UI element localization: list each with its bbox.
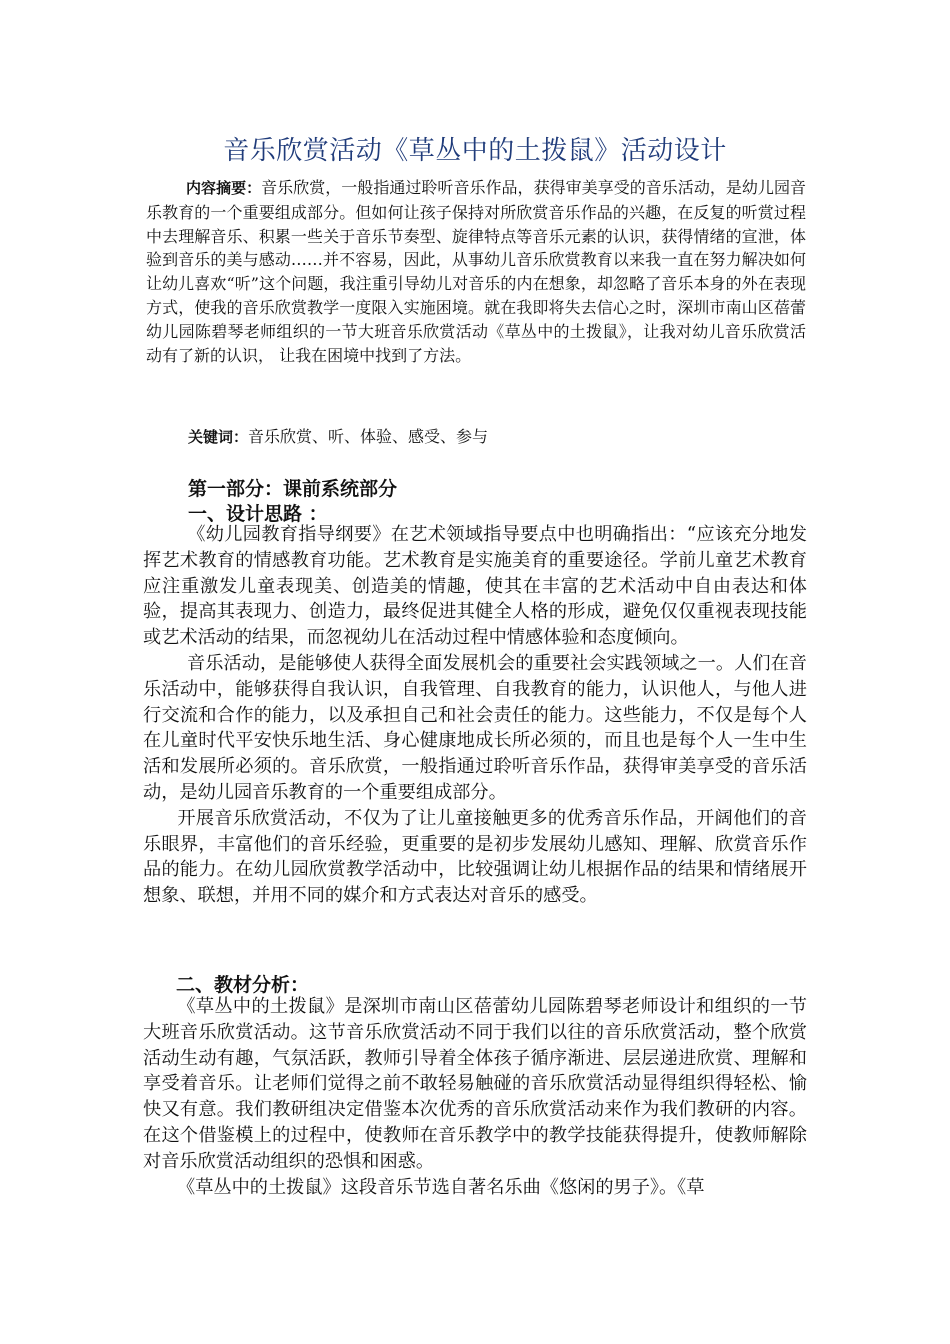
paragraph: 《幼儿园教育指导纲要》在艺术领域指导要点中也明确指出：“应该充分地发挥艺术教育的情感教育功能。艺术教育是实施美育的重要途径。学前儿童艺术教育应注重激发儿童表现美、创造美的情趣，使其在丰富的艺术活动中自由表达和体验，提高其表现力、创造力，最终促进其健全人格的形成，避免仅仅重视表现技能或艺术活动的结果，而忽视幼儿在活动过程中情感体验和态度倾向。	[143, 524, 807, 649]
abstract-text: 音乐欣赏，一般指通过聆听音乐作品，获得审美享受的音乐活动，是幼儿园音乐教育的一个重要组成部分。但如何让孩子保持对所欣赏音乐作品的兴趣，在反复的听赏过程中去理解音乐、积累一些关于音乐节奏型、旋律特点等音乐元素的认识，获得情绪的宣泄，体验到音乐的美与感动……并不容易，因此，从事幼儿音乐欣赏教育以来我一直在努力解决如何让幼儿喜欢“听”这个问题，我注重引导幼儿对音乐的内在想象，却忽略了音乐本身的外在表现方式，使我的音乐欣赏教学一度限入实施困境。就在我即将失去信心之时，深圳市南山区蓓蕾幼儿园陈碧琴老师组织的一节大班音乐欣赏活动《草丛中的土拨鼠》，让我对幼儿音乐欣赏活动有了新的认识， 让我在困境中找到了方法。	[146, 178, 806, 365]
paragraph: 音乐活动，是能够使人获得全面发展机会的重要社会实践领域之一。人们在音乐活动中，能够获得自我认识，自我管理、自我教育的能力，认识他人，与他人进行交流和合作的能力，以及承担自己和社会责任的能力。这些能力，不仅是每个人在儿童时代平安快乐地生活、身心健康地成长所必须的，而且也是每个人一生中生活和发展所必须的。音乐欣赏，一般指通过聆听音乐作品，获得审美享受的音乐活动，是幼儿园音乐教育的一个重要组成部分。	[143, 652, 807, 803]
section1-body	[143, 522, 807, 909]
keywords-label: 关键词：	[188, 428, 249, 446]
paragraph: 《草丛中的土拨鼠》是深圳市南山区蓓蕾幼儿园陈碧琴老师设计和组织的一节大班音乐欣赏活动。这节音乐欣赏活动不同于我们以往的音乐欣赏活动，整个欣赏活动生动有趣，气氛活跃，教师引导着全体孩子循序渐进、层层递进欣赏、理解和享受着音乐。让老师们觉得之前不敢轻易触碰的音乐欣赏活动显得组织得轻松、愉快又有意。我们教研组决定借鉴本次优秀的音乐欣赏活动来作为我们教研的内容。在这个借鉴模上的过程中，使教师在音乐教学中的教学技能获得提升，使教师解除对音乐欣赏活动组织的恐惧和困惑。	[143, 996, 807, 1172]
abstract	[146, 176, 806, 367]
section1-heading: 一、设计思路 ：	[188, 503, 328, 525]
keywords-text: 音乐欣赏、听、体验、感受、参与	[248, 427, 489, 446]
paragraph: 开展音乐欣赏活动，不仅为了让儿童接触更多的优秀音乐作品，开阔他们的音乐眼界，丰富他们的音乐经验，更重要的是初步发展幼儿感知、理解、欣赏音乐作品的能力。在幼儿园欣赏教学活动中，比较强调让幼儿根据作品的结果和情绪展开想象、联想，并用不同的媒介和方式表达对音乐的感受。	[143, 807, 807, 907]
section2-body	[143, 994, 807, 1200]
paragraph: 《草丛中的土拨鼠》这段音乐节选自著名乐曲《悠闲的男子》。《草	[177, 1176, 705, 1198]
keywords	[188, 424, 488, 447]
part1-title: 第一部分：课前系统部分	[188, 478, 398, 500]
abstract-label: 内容摘要：	[186, 179, 262, 197]
document-title: 音乐欣赏活动《草丛中的土拨鼠》活动设计	[223, 136, 727, 166]
section2-heading: 二、教材分析：	[176, 974, 310, 996]
